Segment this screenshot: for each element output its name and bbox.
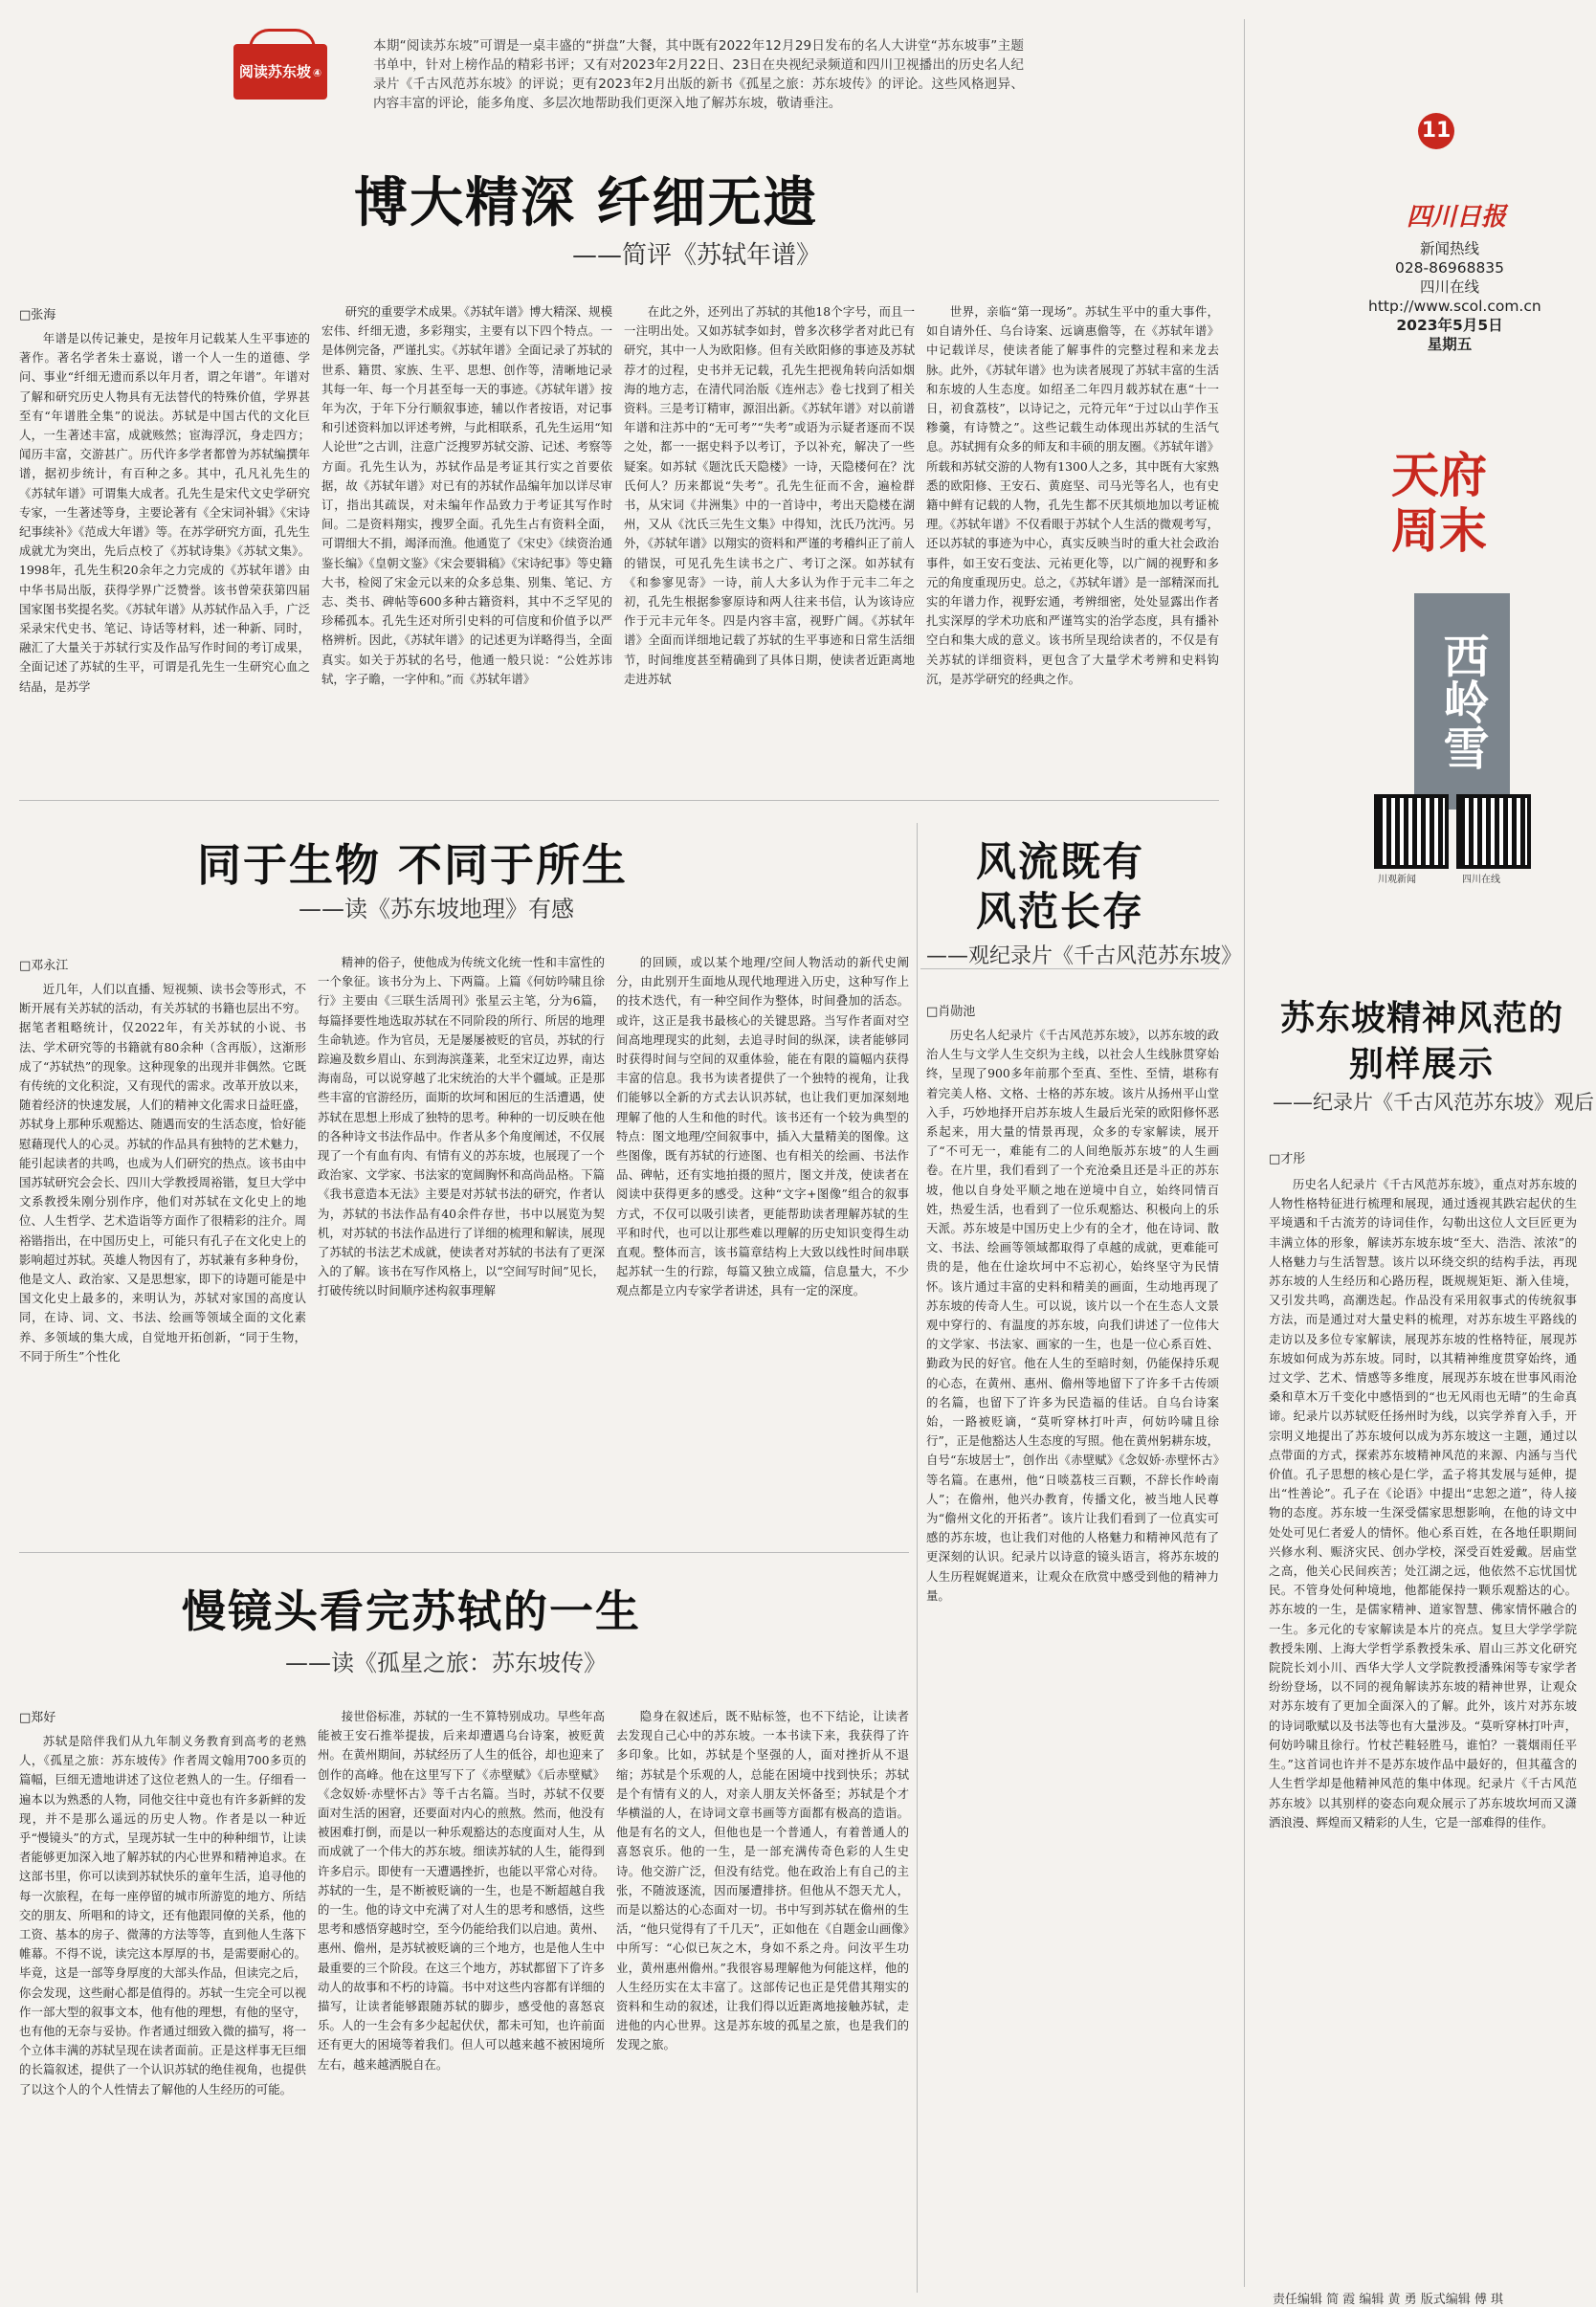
- article3-col1-text: 历史名人纪录片《千古风范苏东坡》，以苏东坡的政治人生与文学人生交织为主线，以社会人生线脉贯穿始终，呈现了900多年前那个至真、至性、至情，堪称有着完美人格、文格、士格的苏东坡。该片从扬州平山堂入手，巧妙地择开启苏东坡人生最后光荣的欧阳修怀恶系起来，用大量的情景再现，众多的专家解读，展开了“不可无一，难能有二的人间绝版苏东坡”的人生画卷。在片里，我们看到了一个充沧桑且还是斗正的苏东坡，他以自身处平顺之地在逆境中自立，始终同情百姓，热爱生活，也看到了一位乐观豁达、积极向上的乐天派。苏东坡是中国历史上少有的全才，他在诗词、散文、书法、绘画等领域都取得了卓越的成就，更难能可贵的是，他在仕途坎坷中不忘初心，始终坚守为民情怀。该片通过丰富的史料和精美的画面，生动地再现了苏东坡的传奇人生。可以说，该片以一个在生态人文景观中穿行的、有温度的苏东坡，向我们讲述了一位伟大的文学家、书法家、画家的一生，也是一位心系百姓、勤政为民的好官。他在人生的至暗时刻，仍能保持乐观的心态，在黄州、惠州、儋州等地留下了许多千古传颂的名篇，也留下了许多为民造福的佳话。自乌台诗案始，一路被贬谪，“莫听穿林打叶声，何妨吟啸且徐行”，正是他豁达人生态度的写照。他在黄州躬耕东坡，自号“东坡居士”，创作出《赤壁赋》《念奴娇·赤壁怀古》等名篇。在惠州，他“日啖荔枝三百颗，不辞长作岭南人”；在儋州，他兴办教育，传播文化，被当地人民尊为“儋州文化的开拓者”。该片让我们看到了一位真实可感的苏东坡，也让我们对他的人格魅力和精神风范有了更深刻的认识。纪录片以诗意的镜头语言，将苏东坡的人生历程娓娓道来，让观众在欣赏中感受到他的精神力量。: [926, 1028, 1219, 1603]
- site-label: 四川在线: [1419, 278, 1479, 296]
- article5-col3: [616, 1707, 909, 2295]
- issue-date: 2023年5月5日: [1396, 317, 1503, 334]
- article1-col4: [926, 302, 1219, 787]
- column-number: ④: [312, 67, 322, 79]
- article5-col2-text: 接世俗标准，苏轼的一生不算特别成功。早些年高能被王安石推举提拔，后来却遭遇乌台诗案，被贬黄州。在黄州期间，苏轼经历了人生的低谷，却也迎来了创作的高峰。他在这里写下了《赤壁赋》《后赤壁赋》《念奴娇·赤壁怀古》等千古名篇。当时，苏轼不仅要面对生活的困窘，还要面对内心的煎熬。然而，他没有被困难打倒，而是以一种乐观豁达的态度面对人生，从而成就了一个伟大的苏东坡。细读苏轼的人生，能得到许多启示。即使有一天遭遇挫折，也能以平常心对待。苏轼的一生，是不断被贬谪的一生，也是不断超越自我的一生。他的诗文中充满了对人生的思考和感悟，这些思考和感悟穿越时空，至今仍能给我们以启迪。黄州、惠州、儋州，是苏轼被贬谪的三个地方，也是他人生中最重要的三个阶段。在这三个地方，苏轼都留下了许多动人的故事和不朽的诗篇。书中对这些内容都有详细的描写，让读者能够跟随苏轼的脚步，感受他的喜怒哀乐。人的一生会有多少起起伏伏，都未可知，也许前面还有更大的困境等着我们。但人可以越来越不被困境所左右，越来越洒脱自在。: [318, 1709, 605, 2072]
- supplement-logo: 天府周末: [1391, 447, 1487, 559]
- article3-title-line2: 风范长存: [976, 888, 1145, 935]
- divider: [920, 968, 1219, 969]
- article5-col1: [19, 1732, 306, 2295]
- article1-col3: [624, 302, 915, 787]
- article5-title: 慢镜头看完苏轼的一生: [182, 1586, 641, 1637]
- qr1-label: 川观新闻: [1378, 875, 1416, 885]
- article1-col2-text: 研究的重要学术成果。《苏轼年谱》博大精深、规模宏伟、纤细无遗，多彩翔实，主要有以下四个特点。一是体例完备，严谨扎实。《苏轼年谱》全面记录了苏轼的世系、籍贯、家族、生平、思想、创作等，清晰地记录其每一年、每一个月甚至每一天的事迹。《苏轼年谱》按年为次，于年下分行顺叙事迹，辅以作者按语，对记事和引述资料加以评述考辨，与此相联系，孔先生运用“知人论世”之古训，注意广泛搜罗苏轼交游、记述、考察等方面。孔先生认为，苏轼作品是考证其行实之首要依据，故《苏轼年谱》对已有的苏轼作品编年加以详尽审订，指出其疏误，对未编年作品致力于考证其写作时间。二是资料翔实，搜罗全面。孔先生占有资料全面，可谓细大不捐，竭泽而渔。他通览了《宋史》《续资治通鉴长编》《皇朝文鉴》《宋会要辑稿》《宋诗纪事》等史籍大书，检阅了宋金元以来的众多总集、别集、笔记、方志、类书、碑帖等600多种古籍资料，其中不乏罕见的珍稀孤本。孔先生还对所引史料的可信度和价值予以严格辨析。因此，《苏轼年谱》的记述更为详略得当，全面真实。如关于苏轼的名号，他通一般只说：“公姓苏讳轼，字子瞻，一字仲和。”而《苏轼年谱》: [321, 304, 612, 686]
- article2-col1-text: 近几年，人们以直播、短视频、读书会等形式，不断开展有关苏轼的活动，有关苏轼的书籍也层出不穷。据笔者粗略统计，仅2022年，有关苏轼的小说、书法、学术研究等的书籍就有80余种（含再版），这渐形成了“苏轼热”的现象。这种现象的出现并非偶然。它既有传统的文化积淀，又有现代的需求。改革开放以来，随着经济的快速发展，人们的精神文化需求日益旺盛，苏轼身上那种乐观豁达、随遇而安的生活态度，恰好能慰藉现代人的心灵。苏轼的作品具有独特的艺术魅力，能引起读者的共鸣，也成为人们研究的热点。该书由中国苏轼研究会会长、四川大学教授周裕锴，复旦大学中文系教授朱刚分别作序，他们对苏轼在文化史上的地位、人生哲学、艺术造诣等方面作了很精彩的注介。周裕锴指出，在中国历史上，可能只有孔子在文化史上的影响超过苏轼。英雄人物因有了，苏轼兼有多种身份，他是文人、政治家、又是思想家，即下的诗题可能是中国文化史上最多的，来明认为，苏轼对家国的高度认同，在诗、词、文、书法、绘画等领域全面的文化素养、多领域的集大成，自觉地开拓创新，“同于生物，不同于所生”个性化: [19, 982, 306, 1364]
- divider: [19, 800, 1219, 801]
- article3-col1: [926, 1026, 1219, 2285]
- site-url: http://www.scol.com.cn: [1368, 298, 1541, 315]
- article2-col2: [318, 953, 605, 1539]
- article5-col1-text: 苏轼是陪伴我们从九年制义务教育到高考的老熟人，《孤星之旅：苏东坡传》作者周文翰用700多页的篇幅，巨细无遗地讲述了这位老熟人的一生。仔细看一遍本以为熟悉的人物，同他交往中竟也有许多新鲜的发现，并不是那么遥远的历史人物。作者是以一种近乎“慢镜头”的方式，呈现苏轼一生中的种种细节，让读者能够更加深入地了解苏轼的内心世界和精神追求。在这部书里，你可以读到苏轼快乐的童年生活，追寻他的每一次旅程，在每一座停留的城市所游览的地方、所结交的朋友、所唱和的诗文，还有他跟同僚的关系，他的工资、基本的房子、微薄的方法等等，直到他人生落下帷幕。不得不说，读完这本厚厚的书，是需要耐心的。毕竟，这是一部等身厚度的大部头作品，但读完之后，你会发现，这些耐心都是值得的。苏轼一生完全可以视作一部大型的叙事文本，他有他的理想，有他的坚守，也有他的无奈与妥协。作者通过细致入微的描写，将一个立体丰满的苏轼呈现在读者面前。正是这样事无巨细的长篇叙述，提供了一个认识苏轼的绝佳视角，也提供了以这个人的个人性情去了解他的人生经历的可能。: [19, 1734, 306, 2096]
- article4-col1: [1269, 1175, 1577, 2285]
- article5-col2: [318, 1707, 605, 2295]
- article1-col1: [19, 329, 310, 787]
- article1-author: □张海: [19, 308, 56, 322]
- article2-col3: [616, 953, 909, 1539]
- qr-code-icon: [1456, 794, 1531, 869]
- article5-author: □郑好: [19, 1711, 56, 1725]
- section-label: 西岭雪: [1414, 593, 1510, 810]
- article2-author: □邓永江: [19, 959, 69, 973]
- qr-code-icon: [1374, 794, 1449, 869]
- article1-col2: [321, 302, 612, 787]
- article2-subtitle: ——读《苏东坡地理》有感: [299, 896, 574, 922]
- article1-col1-text: 年谱是以传记兼史，是按年月记载某人生平事迹的著作。著名学者朱士嘉说，谱一个人一生的道德、学问、事业“纤细无遗而系以年月者，谓之年谱”。年谱对了解和研究历史人物具有无法替代的特殊价值，学界甚至有“年谱胜全集”的说法。苏轼是中国古代的文化巨人，一生著述丰富，成就赅然；宦海浮沉，身走四方；闻历丰富，交游甚广。历代许多学者都曾为苏轼编撰年谱，据初步统计，有百种之多。其中，孔凡礼先生的《苏轼年谱》可谓集大成者。孔先生是宋代文史学研究专家，一生著述等身，主要论著有《全宋词补辑》《宋诗纪事续补》《范成大年谱》等。在苏学研究方面，孔先生成就尤为突出，先后点校了《苏轼诗集》《苏轼文集》。1998年，孔先生积20余年之力完成的《苏轼年谱》由中华书局出版，获得学界广泛赞誉。该书曾荣获第四届国家图书奖提名奖。《苏轼年谱》从苏轼作品入手，广泛采录宋代史书、笔记、诗话等材料，述一种新、同时，融汇了大量关于苏轼行实及作品写作时间的考订成果，全面记述了苏轼的生平，可谓是孔先生一生研究心血之结晶，是苏学: [19, 331, 310, 694]
- article1-title: 博大精深 纤细无遗: [354, 172, 819, 234]
- hotline-label: 新闻热线: [1419, 240, 1479, 257]
- article1-col4-text: 世界，亲临“第一现场”。苏轼生平中的重大事件，如自请外任、乌台诗案、远谪惠儋等，在《苏轼年谱》中记载详尽，使读者能了解事件的完整过程和来龙去脉。此外，《苏轼年谱》也为读者展现了苏轼丰富的生活和东坡的人生态度。如绍圣二年四月载苏轼在惠“十一日，初食荔枝”，以诗记之，元符元年“于过以山芋作玉糁羹，有诗赞之”。这些记载生动体现出苏轼的生活气息。苏轼拥有众多的师友和丰硕的朋友圈。《苏轼年谱》所载和苏轼交游的人物有1300人之多，其中既有大家熟悉的欧阳修、王安石、黄庭坚、司马光等名人，也有史籍中鲜有记载的人物，孔先生都不厌其烦地加以考证梳理。《苏轼年谱》不仅看眼于苏轼个人生活的微观考写，还以苏轼的事迹为中心，真实反映当时的重大社会政治事件，如王安石变法、元祐更化等，以广阔的视野和多元的角度重现历史。总之，《苏轼年谱》是一部精深而扎实的年谱力作，视野宏通，考辨细密，处处显露出作者扎实深厚的学术功底和严谨笃实的治学态度，具有播补空白和集大成的意义。该书所呈现给读者的，不仅是有关苏轼的详细资料，更包含了大量学术考辨和史料钩沉，是苏学研究的经典之作。: [926, 304, 1219, 686]
- newspaper-logo: 四川日报: [1407, 203, 1507, 232]
- page-number: 11: [1418, 113, 1454, 149]
- article4-col1-text: 历史名人纪录片《千古风范苏东坡》，重点对苏东坡的人物性格特征进行梳理和展现，通过透视其跌宕起伏的生平境遇和千古流芳的诗词佳作，勾勒出这位人文巨匠更为丰满立体的形象，解读苏东坡东坡“至大、浩浩、浓浓”的人格魅力与生活智慧。该片以环绕交织的结构手法，再现苏东坡的人生经历和心路历程，既规规矩矩、渐入佳境，又引发共鸣，高潮迭起。作品没有采用叙事式的传统叙事方法，而是通过对大量史料的梳理，对苏东坡生平路线的走访以及多位专家解读，展现苏东坡的性格特征，展现苏东坡如何成为苏东坡。同时，以其精神维度贯穿始终，通过文学、艺术、情感等多维度，展现苏东坡在世事风雨沧桑和草木万千变化中感悟到的“也无风雨也无晴”的生命真谛。纪录片以苏轼贬任扬州时为线，以宾学养育入手，开宗明义地提出了苏东坡何以成为苏东坡这一主题，通过以点带面的方式，探索苏东坡精神风范的来源、内涵与当代价值。孔子思想的核心是仁学，孟子将其发展与延伸，提出“性善论”。孔子在《论语》中提出“忠恕之道”，待人接物的态度。苏东坡一生深受儒家思想影响，在他的诗文中处处可见仁者爱人的情怀。他心系百姓，在各地任职期间兴修水利、赈济灾民、创办学校，深受百姓爱戴。居庙堂之高，他关心民间疾苦；处江湖之远，他依然不忘忧国忧民。不管身处何种境地，他都能保持一颗乐观豁达的心。苏东坡的一生，是儒家精神、道家智慧、佛家情怀融合的一生。多元化的专家解读是本片的亮点。复旦大学学学院教授朱刚、上海大学哲学系教授朱承、眉山三苏文化研究院院长刘小川、西华大学人文学院教授潘殊闲等专家学者纷纷登场，以不同的视角解读苏东坡的精神世界，让观众对苏东坡有了更加全面深入的了解。此外，该片对苏东坡的诗词歌赋以及书法等也有大量涉及。“莫听穿林打叶声，何妨吟啸且徐行。竹杖芒鞋轻胜马，谁怕？一蓑烟雨任平生。”这首词也许并不是苏东坡作品中最好的，但其蕴含的人生哲学却是他精神风范的集中体现。纪录片《千古风范苏东坡》以其别样的姿态向观众展示了苏东坡坎坷而又潇洒浪漫、辉煌而又精彩的人生，它是一部难得的佳作。: [1269, 1177, 1577, 1830]
- article3-author: □肖勋池: [926, 1005, 976, 1019]
- article2-col2-text: 精神的俗子，使他成为传统文化统一性和丰富性的一个象征。该书分为上、下两篇。上篇《何妨吟啸且徐行》主要由《三联生活周刊》张星云主笔，分为6篇，每篇择要性地选取苏轼在不同阶段的所行、所居的地理生命轨迹。作为官员，无是屡屡被贬的官员，苏轼的行踪遍及数乡眉山、东到海滨蓬莱，北至宋辽边界，南达海南岛，可以说穿越了北宋统治的大半个疆域。正是那些丰富的官游经历，面斯的坎坷和困厄的生活遭遇，使苏轼在思想上形成了独特的思考。种种的一切反映在他的各种诗文书法作品中。作者从多个角度阐述，不仅展现了一个有血有肉、有情有义的苏东坡，也展现了一个政治家、文学家、书法家的宽阔胸怀和高尚品格。下篇《我书意造本无法》主要是对苏轼书法的研究，作者认为，苏轼的书法作品有40余件存世，书中以展览为契机，对苏轼的书法作品进行了详细的梳理和解读，展现了苏轼的书法艺术成就，使读者对苏轼的书法有了更深入的了解。该书在写作风格上，以“空间写时间”见长，打破传统以时间顺序述构叙事理解: [318, 955, 605, 1298]
- column-divider: [1244, 19, 1245, 2287]
- article3-title-line1: 风流既有: [976, 838, 1145, 885]
- article2-title: 同于生物 不同于所生: [197, 839, 629, 891]
- article4-title-line1: 苏东坡精神风范的: [1280, 999, 1564, 1038]
- intro-text: 本期“阅读苏东坡”可谓是一桌丰盛的“拼盘”大餐，其中既有2022年12月29日发布的名人大讲堂“苏东坡事”主题书单中，针对上榜作品的精彩书评；又有对2023年2月22日、23日在央视纪录频道和四川卫视播出的历史名人纪录片《千古风范苏东坡》的评说；更有2023年2月出版的新书《孤星之旅：苏东坡传》的评论。这些风格迥异、内容丰富的评论，能多角度、多层次地帮助我们更深入地了解苏东坡，敬请垂注。: [373, 38, 1024, 111]
- article2-col1: [19, 980, 306, 1539]
- article5-col3-text: 隐身在叙述后，既不贴标签，也不下结论，让读者去发现自己心中的苏东坡。一本书读下来，我获得了许多印象。比如，苏轼是个坚强的人，面对挫折从不退缩；苏轼是个乐观的人，总能在困境中找到快乐；苏轼是个有情有义的人，对亲人朋友关怀备至；苏轼是个才华横溢的人，在诗词文章书画等方面都有极高的造诣。他是有名的文人，但他也是一个普通人，有着普通人的喜怒哀乐。他的一生，是一部充满传奇色彩的人生史诗。他交游广泛，但没有结党。他在政治上有自己的主张，不随波逐流，因而屡遭排挤。但他从不怨天尤人，而是以豁达的心态面对一切。书中写到苏轼在儋州的生活，“他只觉得有了千几天”，正如他在《自题金山画像》中所写：“心似已灰之木，身如不系之舟。问汝平生功业，黄州惠州儋州。”我很容易理解他为何能这样，他的人生经历实在太丰富了。这部传记也正是凭借其翔实的资料和生动的叙述，让我们得以近距离地接触苏轼，走进他的内心世界。这是苏东坡的孤星之旅，也是我们的发现之旅。: [616, 1709, 909, 2052]
- article2-col3-text: 的回顾，或以某个地理/空间人物活动的新代史阐分，由此别开生面地从现代地理进入历史，这种写作上的技术迭代，有一种空间作为整体，时间叠加的活态。或许，这正是我书最核心的关键思路。当写作者面对空间高地理现实的此刻，去追寻时间的纵深，读者能够同时获得时间与空间的双重体验，能在有限的篇幅内获得丰富的信息。我书为读者提供了一个独特的视角，让我们能够以全新的方式去认识苏轼，也让我们更加深刻地理解了他的人生和他的时代。该书还有一个较为典型的特点：图文地理/空间叙事中，插入大量精美的图像。这些图像，既有苏轼的行迹图、也有相关的绘画、书法作品、碑帖，还有实地拍摄的照片，图文并茂，使读者在阅读中获得更多的感受。这种“文字+图像”组合的叙事方式，不仅可以吸引读者，更能帮助读者理解苏轼的生平和时代，也可以让那些难以理解的历史知识变得生动直观。整体而言，该书篇章结构上大致以线性时间串联起苏轼一生的行踪，每篇又独立成篇，信息量大，不少观点都是立内专家学者讲述，具有一定的深度。: [616, 955, 909, 1298]
- article4-subtitle: ——纪录片《千古风范苏东坡》观后: [1273, 1091, 1594, 1114]
- qr2-label: 四川在线: [1462, 875, 1500, 885]
- column-label: 阅读苏东坡: [238, 63, 311, 80]
- divider: [19, 1552, 909, 1553]
- article4-author: □才彤: [1269, 1152, 1306, 1166]
- editors-credit: 责任编辑 简 霞 编辑 黄 勇 版式编辑 傅 琪: [1273, 2293, 1504, 2307]
- column-badge: [233, 44, 327, 100]
- article4-title-line2: 别样展示: [1349, 1045, 1496, 1084]
- issue-weekday: 星期五: [1427, 336, 1473, 353]
- article1-subtitle: ——简评《苏轼年谱》: [572, 241, 822, 270]
- article1-col3-text: 在此之外，还列出了苏轼的其他18个字号，而且一一注明出处。又如苏轼李如封，曾多次移学者对此已有研究，其中一人为欧阳修。但有关欧阳修的事迹及苏轼荐才的过程，史书并无记载，孔先生把视角转向活如烟海的地方志，在清代同治版《连州志》卷七找到了相关资料。三是考订精审，源泪出新。《苏轼年谱》对以前谱年谱和注苏中的“无可考”“失考”或语为示疑者逐而不误之处，都一一据史料予以考订，予以补充，解决了一些疑案。如苏轼《题沈氏天隐楼》一诗，天隐楼何在？沈氏何人？历来都说“失考”。孔先生征而不舍，遍检群书，从宋词《井洲集》中的一首诗中，考出天隐楼在湖州，又从《沈氏三先生文集》中得知，沈氏乃沈沔。另外，《苏轼年谱》以翔实的资料和严谨的考稽纠正了前人的错误，可见孔先生读书之广、考订之深。如苏轼有《和参寥见寄》一诗，前人大多认为作于元丰二年之初，孔先生根据参寥原诗和两人往来书信，认为该诗应作于元丰元年冬。四是内容丰富，视野广阔。《苏轼年谱》全面而详细地记载了苏轼的生平事迹和日常生活细节，时间维度甚至精确到了具体日期，使读者近距离地走进苏轼: [624, 304, 915, 686]
- column-divider: [917, 823, 918, 2293]
- article3-subtitle: ——观纪录片《千古风范苏东坡》: [926, 944, 1243, 968]
- hotline-number: 028-86968835: [1394, 259, 1505, 277]
- article5-subtitle: ——读《孤星之旅：苏东坡传》: [285, 1650, 607, 1676]
